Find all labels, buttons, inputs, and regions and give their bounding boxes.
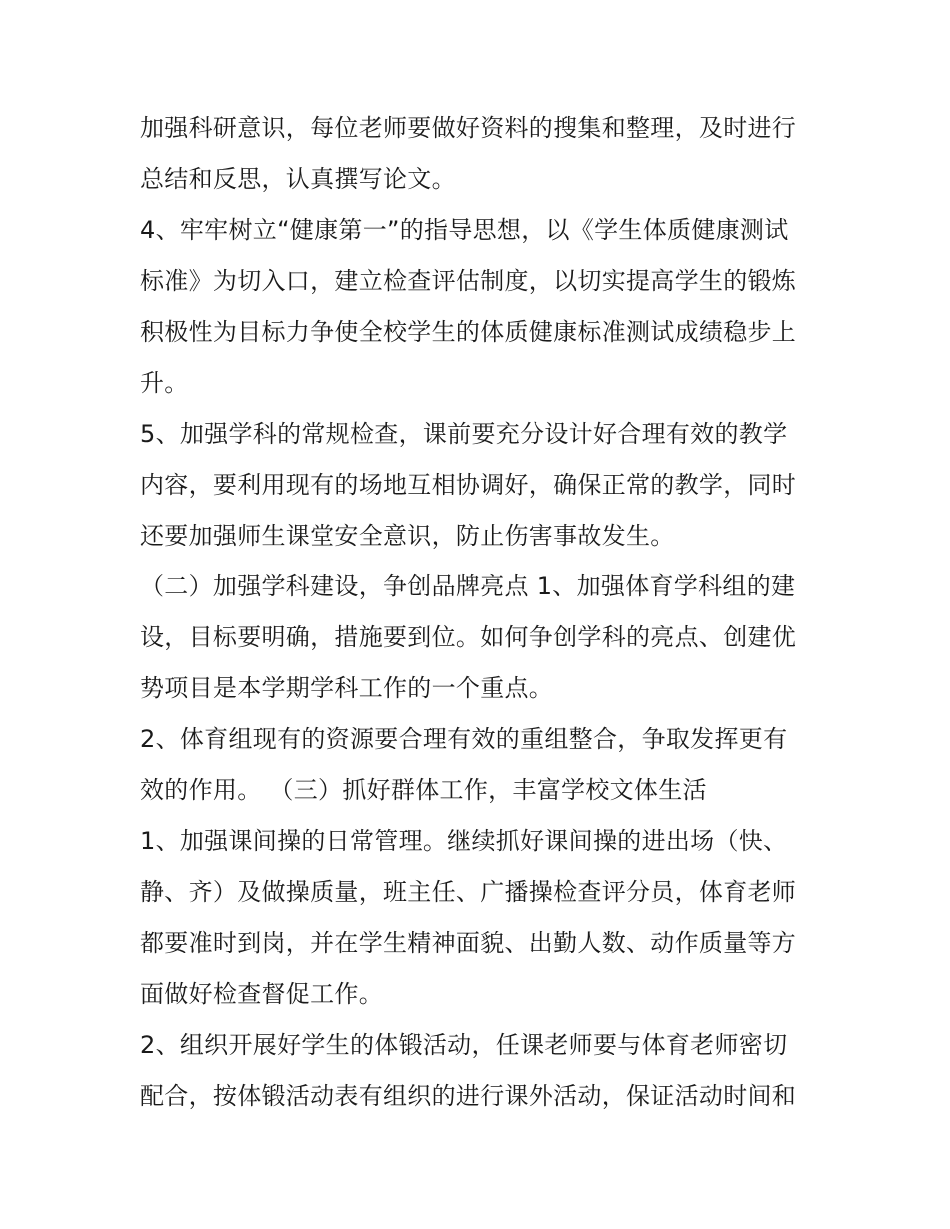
text-line: 2、组织开展好学生的体锻活动，任课老师要与体育老师密切 — [140, 1031, 788, 1059]
text-line: 1、加强课间操的日常管理。继续抓好课间操的进出场（快、 — [140, 827, 788, 855]
text-line: 总结和反思，认真撰写论文。 — [140, 165, 456, 193]
text-line: 积极性为目标力争使全校学生的体质健康标准测试成绩稳步上 — [140, 318, 797, 346]
text-line: 效的作用。 （三）抓好群体工作，丰富学校文体生活 — [140, 776, 707, 804]
text-line: 标准》为切入口，建立检查评估制度，以切实提高学生的锻炼 — [140, 267, 797, 295]
text-line: 静、齐）及做操质量，班主任、广播操检查评分员，体育老师 — [140, 878, 797, 906]
text-line: 都要准时到岗，并在学生精神面貌、出勤人数、动作质量等方 — [140, 929, 797, 957]
text-line: 5、加强学科的常规检查，课前要充分设计好合理有效的教学 — [140, 420, 788, 448]
text-line: 设，目标要明确，措施要到位。如何争创学科的亮点、创建优 — [140, 623, 797, 651]
text-line: 2、体育组现有的资源要合理有效的重组整合，争取发挥更有 — [140, 725, 788, 753]
text-line: 内容，要利用现有的场地互相协调好，确保正常的教学，同时 — [140, 471, 797, 499]
text-line: （二）加强学科建设，争创品牌亮点 1、加强体育学科组的建 — [140, 572, 796, 600]
text-line: 面做好检查督促工作。 — [140, 980, 383, 1008]
text-line: 势项目是本学期学科工作的一个重点。 — [140, 674, 554, 702]
text-line: 加强科研意识，每位老师要做好资料的搜集和整理，及时进行 — [140, 114, 797, 142]
text-line: 升。 — [140, 369, 189, 397]
text-line: 4、牢牢树立“健康第一”的指导思想，以《学生体质健康测试 — [140, 216, 789, 244]
text-line: 配合，按体锻活动表有组织的进行课外活动，保证活动时间和 — [140, 1082, 797, 1110]
text-line: 还要加强师生课堂安全意识，防止伤害事故发生。 — [140, 522, 675, 550]
